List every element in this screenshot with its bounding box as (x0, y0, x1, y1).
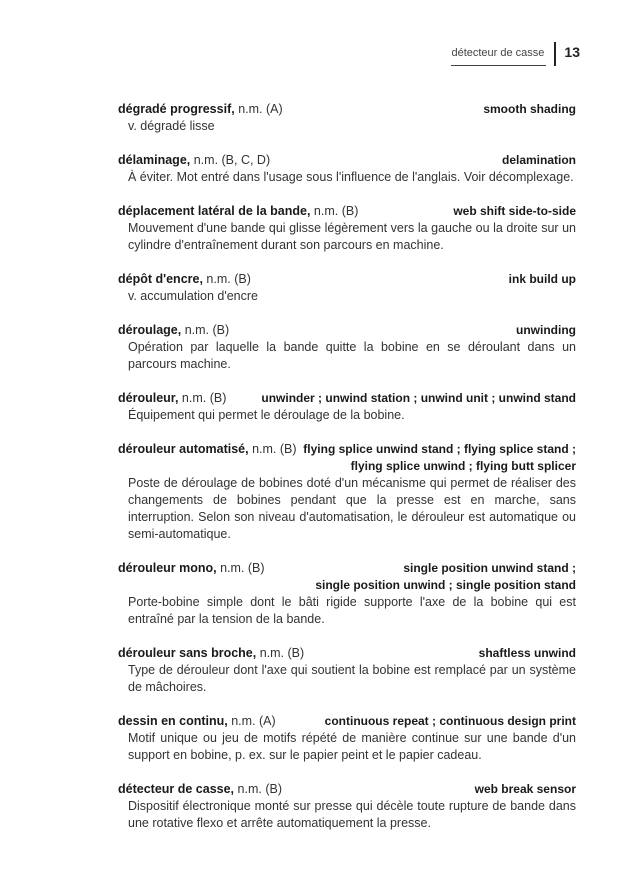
entry-translation: delamination (501, 153, 576, 167)
entry-heading (118, 152, 270, 169)
entry-translation-line: flying splice unwind ; flying butt splicer (350, 459, 576, 473)
entry-heading (118, 271, 251, 288)
entry-term: dégradé progressif, (118, 102, 235, 116)
entry-definition: Opération par laquelle la bande quitte la bobine en se déroulant dans un parcours machine. (128, 340, 576, 371)
header-separator (554, 42, 556, 66)
entry-head-line (118, 152, 576, 169)
entry-translation: shaftless unwind (478, 646, 576, 660)
entry-translation: continuous repeat ; continuous design print (324, 714, 576, 728)
entry-translation-continued (118, 577, 576, 594)
entry-definition: À éviter. Mot entré dans l'usage sous l'influence de l'anglais. Voir décomplexage. (128, 170, 574, 184)
entry-head-line (118, 441, 576, 458)
entry-term: déroulage, (118, 323, 182, 337)
entry-head-line (118, 390, 576, 407)
entry-term: dérouleur mono, (118, 561, 217, 575)
entry-definition: Équipement qui permet le déroulage de la bobine. (128, 408, 405, 422)
entry-head-line (118, 781, 576, 798)
entry-translation: web shift side-to-side (453, 204, 576, 218)
entry-heading (118, 560, 265, 577)
entry-heading (118, 441, 297, 458)
entry-translation: unwinder ; unwind station ; unwind unit ; unwind stand (261, 391, 576, 405)
glossary-entry (118, 322, 576, 373)
entry-heading (118, 781, 282, 798)
glossary-entry (118, 203, 576, 254)
entry-translation: ink build up (508, 272, 576, 286)
entry-head-line (118, 271, 576, 288)
entry-definition: Porte-bobine simple dont le bâti rigide supporte l'axe de la bobine qui est entraîné par la tension de la bande. (128, 595, 576, 626)
entry-translation: web break sensor (474, 782, 576, 796)
glossary-entry (118, 271, 576, 305)
entry-head-line (118, 560, 576, 577)
entry-heading (118, 101, 283, 118)
entry-term: déplacement latéral de la bande, (118, 204, 311, 218)
entry-translation: single position unwind stand ; (403, 561, 576, 575)
entry-definition: Dispositif électronique monté sur presse qui décèle toute rupture de bande dans une rotative flexo et arrête automatiquement la presse. (128, 799, 576, 830)
entry-definition: v. dégradé lisse (128, 119, 215, 133)
entry-grammar: n.m. (A) (238, 102, 283, 116)
entry-definition: Poste de déroulage de bobines doté d'un mécanisme qui permet de réaliser des changements de bobines pendant que la presse est en marche, sans interruption. Selon son niveau d'automatisation, le dérouleur est automatique ou semi-automatique. (128, 476, 576, 541)
entry-heading (118, 390, 226, 407)
running-header-title: détecteur de casse (451, 47, 546, 66)
glossary-entry (118, 560, 576, 628)
entry-head-line (118, 645, 576, 662)
glossary-entry (118, 390, 576, 424)
entry-translation: flying splice unwind stand ; flying splice stand ; (303, 442, 576, 456)
entry-grammar: n.m. (B) (181, 391, 227, 405)
entry-grammar: n.m. (B) (259, 646, 305, 660)
entry-term: dérouleur sans broche, (118, 646, 257, 660)
entry-head-line (118, 713, 576, 730)
entry-translation: smooth shading (483, 102, 576, 116)
entry-translation: unwinding (516, 323, 576, 337)
entry-heading (118, 713, 276, 730)
entry-definition: Motif unique ou jeu de motifs répété de manière continue sur une bande d'un support en bobine, p. ex. sur le papier peint et le papier cadeau. (128, 731, 576, 762)
entry-grammar: n.m. (B) (220, 561, 265, 575)
entry-grammar: n.m. (B) (184, 323, 230, 337)
entry-grammar: n.m. (B) (237, 782, 282, 796)
entry-grammar: n.m. (B, C, D) (193, 153, 271, 167)
entry-definition: Type de dérouleur dont l'axe qui soutient la bobine est remplacé par un système de mâchoires. (128, 663, 576, 694)
entry-heading (118, 203, 358, 220)
entry-head-line (118, 203, 576, 220)
entry-head-line (118, 322, 576, 339)
entry-grammar: n.m. (B) (206, 272, 251, 286)
glossary-entry (118, 441, 576, 543)
entry-grammar: n.m. (B) (252, 442, 297, 456)
glossary-entry (118, 645, 576, 696)
page-number: 13 (564, 44, 580, 60)
entry-translation-continued (118, 458, 576, 475)
entry-grammar: n.m. (A) (231, 714, 276, 728)
entry-term: dépôt d'encre, (118, 272, 203, 286)
glossary-entry (118, 713, 576, 764)
glossary-entry (118, 101, 576, 135)
entry-heading (118, 322, 229, 339)
entry-head-line (118, 101, 576, 118)
entry-term: dessin en continu, (118, 714, 228, 728)
entry-definition: Mouvement d'une bande qui glisse légèrement vers la gauche ou la droite sur un cylindre d'entraînement durant son parcours en machine. (128, 221, 576, 252)
glossary-entry (118, 152, 576, 186)
entry-term: détecteur de casse, (118, 782, 235, 796)
entry-term: délaminage, (118, 153, 191, 167)
entry-heading (118, 645, 304, 662)
entry-translation-line: single position unwind ; single position stand (315, 578, 576, 592)
entry-definition: v. accumulation d'encre (128, 289, 258, 303)
glossary-entry (118, 781, 576, 832)
glossary-entries (118, 101, 576, 849)
running-header (451, 42, 580, 66)
entry-term: dérouleur, (118, 391, 179, 405)
entry-term: dérouleur automatisé, (118, 442, 249, 456)
entry-grammar: n.m. (B) (313, 204, 359, 218)
